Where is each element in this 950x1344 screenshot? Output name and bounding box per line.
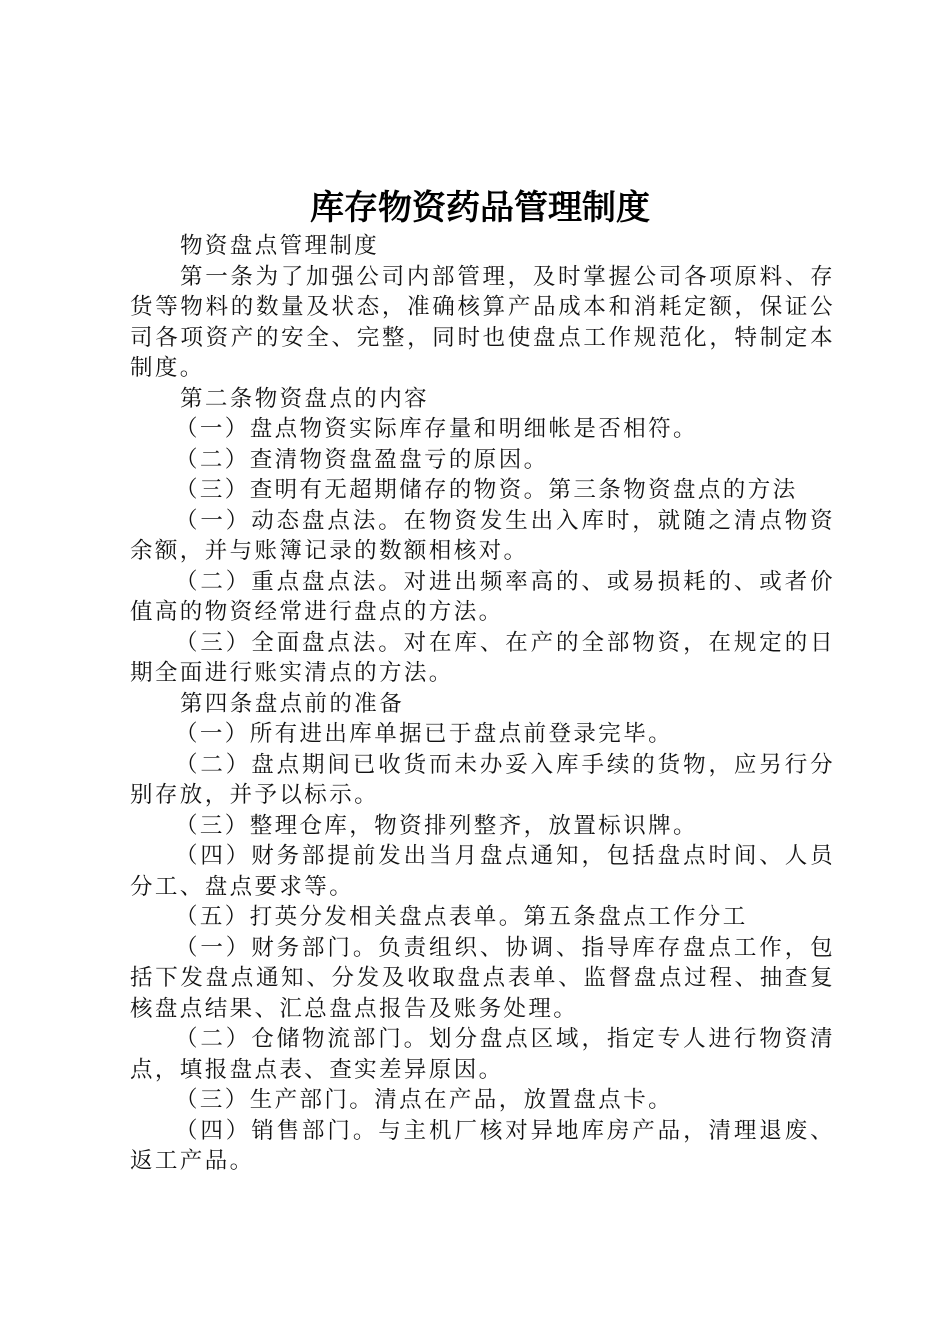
list-item: （二）盘点期间已收货而未办妥入库手续的货物，应另行分别存放，并予以标示。 <box>130 751 835 808</box>
list-item: （一）动态盘点法。在物资发生出入库时，就随之清点物资余额，并与账簿记录的数额相核对。 <box>130 507 835 564</box>
document-title: 库存物资药品管理制度 <box>310 188 650 228</box>
list-item: （一）所有进出库单据已于盘点前登录完毕。 <box>175 721 674 747</box>
article-paragraph: 第四条盘点前的准备 <box>180 690 405 717</box>
list-item: （二）仓储物流部门。划分盘点区域，指定专人进行物资清点，填报盘点表、查实差异原因。 <box>130 1026 835 1083</box>
section-heading: 物资盘点管理制度 <box>180 233 380 259</box>
list-item: （五）打英分发相关盘点表单。第五条盘点工作分工 <box>175 904 748 930</box>
list-item: （四）销售部门。与主机厂核对异地库房产品，清理退废、返工产品。 <box>130 1117 835 1174</box>
list-item: （三）整理仓库，物资排列整齐，放置标识牌。 <box>175 812 698 839</box>
article-paragraph: 第一条为了加强公司内部管理，及时掌握公司各项原料、存货等物料的数量及状态，准确核算产品成本和消耗定额，保证公司各项资产的安全、完整，同时也使盘点工作规范化，特制定本制度。 <box>130 263 835 381</box>
list-item: （一）财务部门。负责组织、协调、指导库存盘点工作，包括下发盘点通知、分发及收取盘点表单、监督盘点过程、抽查复核盘点结果、汇总盘点报告及账务处理。 <box>130 934 835 1022</box>
list-item: （一）盘点物资实际库存量和明细帐是否相符。 <box>175 416 698 442</box>
list-item: （三）全面盘点法。对在库、在产的全部物资，在规定的日期全面进行账实清点的方法。 <box>130 629 835 686</box>
article-paragraph: 第二条物资盘点的内容 <box>180 385 430 412</box>
list-item: （三）生产部门。清点在产品，放置盘点卡。 <box>175 1087 674 1113</box>
list-item: （二）重点盘点法。对进出频率高的、或易损耗的、或者价值高的物资经常进行盘点的方法。 <box>130 568 835 625</box>
list-item: （二）查清物资盘盈盘亏的原因。 <box>175 446 549 473</box>
list-item: （四）财务部提前发出当月盘点通知，包括盘点时间、人员分工、盘点要求等。 <box>130 843 835 900</box>
list-item: （三）查明有无超期储存的物资。第三条物资盘点的方法 <box>175 477 798 503</box>
document-body <box>130 231 835 1177</box>
